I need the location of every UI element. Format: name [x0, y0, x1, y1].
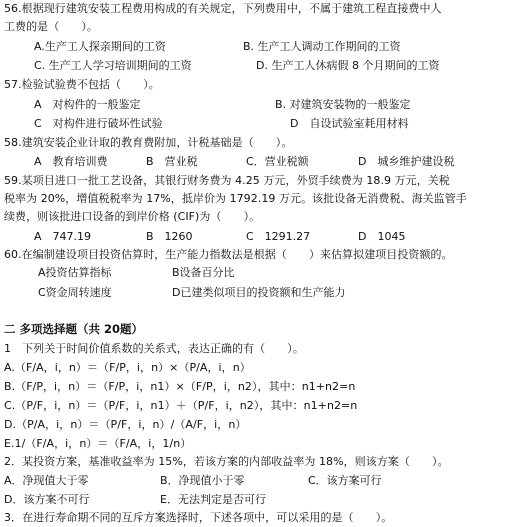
section-heading: 二 多项选择题（共 20题）: [4, 322, 144, 336]
q57-option-d: D 自设试验室耗用材料: [290, 117, 409, 130]
m2-option-e: E．无法判定是否可行: [160, 493, 266, 506]
q56-option-a: A.生产工人探亲期间的工资: [34, 40, 166, 53]
m1-option-e: E.1/（F/A，i，n）＝（F/A，i，1/n）: [4, 437, 192, 450]
q60-stem: 60.在编制建设项目投资估算时，生产能力指数法是根据（ ）来估算拟建项目投资额的。: [4, 248, 453, 261]
q56-option-b: B. 生产工人调动工作期间的工资: [243, 40, 401, 53]
q58-option-a: A 教育培训费: [34, 155, 108, 168]
m1-option-d: D.（P/A，i，n）＝（P/F，i，n）/（A/F，i，n）: [4, 418, 247, 431]
q60-option-a: A投资估算指标: [38, 266, 112, 279]
q60-option-b: B设备百分比: [172, 266, 235, 279]
q60-option-d: D已建类似项目的投资额和生产能力: [172, 286, 346, 299]
m2-option-a: A．净现值大于零: [4, 474, 89, 487]
q59-option-d: D 1045: [358, 230, 406, 243]
q58-stem: 58.建筑安装企业计取的教育费附加，计税基础是（ ）。: [4, 136, 293, 149]
m1-option-b: B.（F/P，i，n）＝（F/P，i，n1）×（F/P，i，n2），其中：n1+n2=n: [4, 380, 356, 393]
q60-option-c: C资金周转速度: [38, 286, 112, 299]
q59-stem-line2: 税率为 20%，增值税税率为 17%，抵岸价为 1792.19 万元。该批设备无消费税、海关监管手: [4, 192, 467, 205]
m2-option-b: B．净现值小于零: [160, 474, 245, 487]
m3-stem: 3．在进行寿命期不同的互斥方案选择时，下述各项中，可以采用的是（ ）。: [4, 511, 393, 524]
q57-stem: 57.检验试验费不包括（ ）。: [4, 78, 160, 91]
m1-option-a: A.（F/A，i，n）＝（F/P，i，n）×（P/A，i，n）: [4, 361, 251, 374]
m2-option-c: C．该方案可行: [308, 474, 382, 487]
q59-stem-line3: 续费，则该批进口设备的到岸价格 (CIF)为（ ）。: [4, 210, 261, 223]
q56-stem-line1: 56.根据现行建筑安装工程费用构成的有关规定，下列费用中，不属于建筑工程直接费中人: [4, 2, 442, 15]
q56-option-d: D. 生产工人休病假 8 个月期间的工资: [256, 59, 440, 72]
q58-option-c: C．营业税额: [246, 155, 309, 168]
q59-option-c: C 1291.27: [246, 230, 311, 243]
q57-option-a: A 对构件的一般鉴定: [34, 98, 141, 111]
m1-option-c: C.（P/F，i，n）＝（P/F，i，n1）＋（P/F，i，n2），其中：n1+n2=n: [4, 399, 358, 412]
q57-option-c: C 对构件进行破坏性试验: [34, 117, 163, 130]
q56-option-c: C. 生产工人学习培训期间的工资: [34, 59, 192, 72]
m2-stem: 2．某投资方案，基准收益率为 15%，若该方案的内部收益率为 18%，则该方案（ ）。: [4, 455, 449, 468]
m2-option-d: D．该方案不可行: [4, 493, 90, 506]
q59-option-a: A 747.19: [34, 230, 92, 243]
q58-option-d: D 城乡维护建设税: [358, 155, 455, 168]
q56-stem-line2: 工费的是（ ）。: [4, 20, 98, 33]
q58-option-b: B 营业税: [146, 155, 198, 168]
q59-option-b: B 1260: [146, 230, 193, 243]
q59-stem-line1: 59.某项目进口一批工艺设备，其银行财务费为 4.25 万元，外贸手续费为 18.9 万元，关税: [4, 174, 450, 187]
q57-option-b: B. 对建筑安装物的一般鉴定: [275, 98, 411, 111]
m1-stem: 1 下列关于时间价值系数的关系式，表达正确的有（ ）。: [4, 342, 304, 355]
